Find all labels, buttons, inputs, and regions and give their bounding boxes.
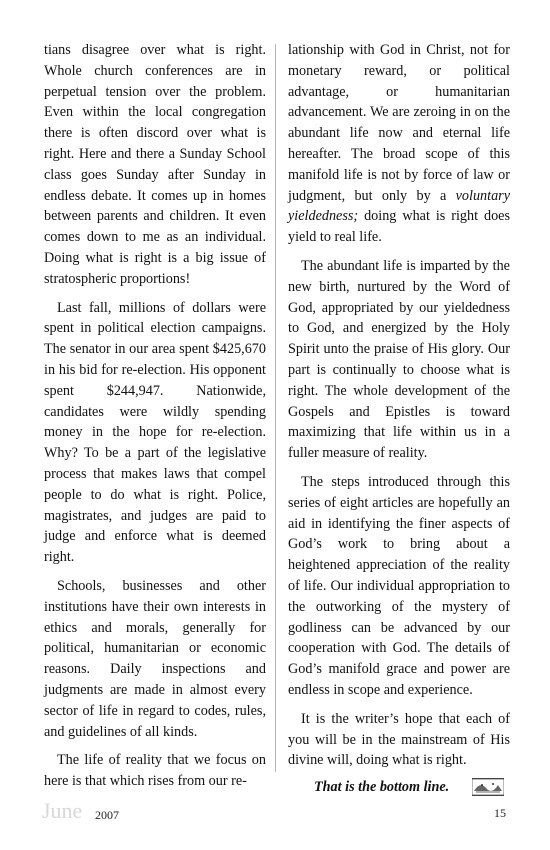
- paragraph: Last fall, millions of dollars were spent in political election campaigns. The senator in our area spent $425,670 in his bid for re-election. His opponent spent $244,947. Nationwide, candidates were wildly spending money in the hope for re-election. Why? To be a part of the legislative process that makes laws that compel people to do what is right. Police, magistrates, and judges are paid to judge and enforce what is deemed right.: [44, 299, 266, 566]
- footer-year: 2007: [95, 808, 119, 822]
- text-run: doing what is right does yield to real life.: [288, 208, 510, 246]
- paragraph: The life of reality that we focus on here is that which rises from our re-: [44, 752, 266, 790]
- left-column: [44, 40, 266, 800]
- closing-text: That is the bottom line.: [314, 779, 450, 796]
- end-mark-icon: [472, 778, 504, 796]
- right-column: [288, 40, 510, 798]
- paragraph: The steps introduced through this series of eight articles are hopefully an aid in identifying the finer aspects of God’s work to bring about a heightened appreciation of the reality of life. Our individual appropriation to the outworking of the mystery of godliness can be advanced by our cooperation with God. The details of God’s manifold grace and power are endless in scope and experience.: [288, 473, 510, 698]
- paragraph: The abundant life is imparted by the new birth, nurtured by the Word of God, appropriated by our yieldedness to God, and energized by the Holy Spirit unto the praise of His glory. Our part is continually to choose what is right. The whole development of the Gospels and Epistles is toward maximizing that life within us in a fuller measure of reality.: [288, 257, 510, 462]
- text-run: lationship with God in Christ, not for monetary reward, or political advantage, or humanitarian advancement. We are zeroing in on the abundant life now and eternal life hereafter. The broad scope of this manifold life is not by force of law or judgment, but only by a: [288, 42, 510, 204]
- paragraph: Schools, businesses and other institutions have their own interests in ethics and morals, generally for political, humanitarian or economic reasons. Daily inspections and judgments are made in almost every sector of life in regard to codes, rules, and guidelines of all kinds.: [44, 577, 266, 740]
- italic-phrase: voluntary yieldedness;: [288, 187, 510, 225]
- paragraph: It is the writer’s hope that each of you will be in the mainstream of His divine will, doing what is right.: [288, 710, 510, 769]
- closing-line: [288, 777, 510, 798]
- footer-month: June: [42, 798, 83, 823]
- page-number: 15: [494, 806, 506, 820]
- paragraph: tians disagree over what is right. Whole church conferences are in perpetual tension over the problem. Even within the local congregation there is often discord over what is right. Here and there a Sunday School class goes Sunday after Sunday in endless debate. It comes up in homes between parents and children. It even comes down to me as an individual. Doing what is right is a big issue of stratospheric proportions!: [44, 42, 266, 287]
- column-divider: [275, 44, 276, 772]
- paragraph: [288, 40, 510, 248]
